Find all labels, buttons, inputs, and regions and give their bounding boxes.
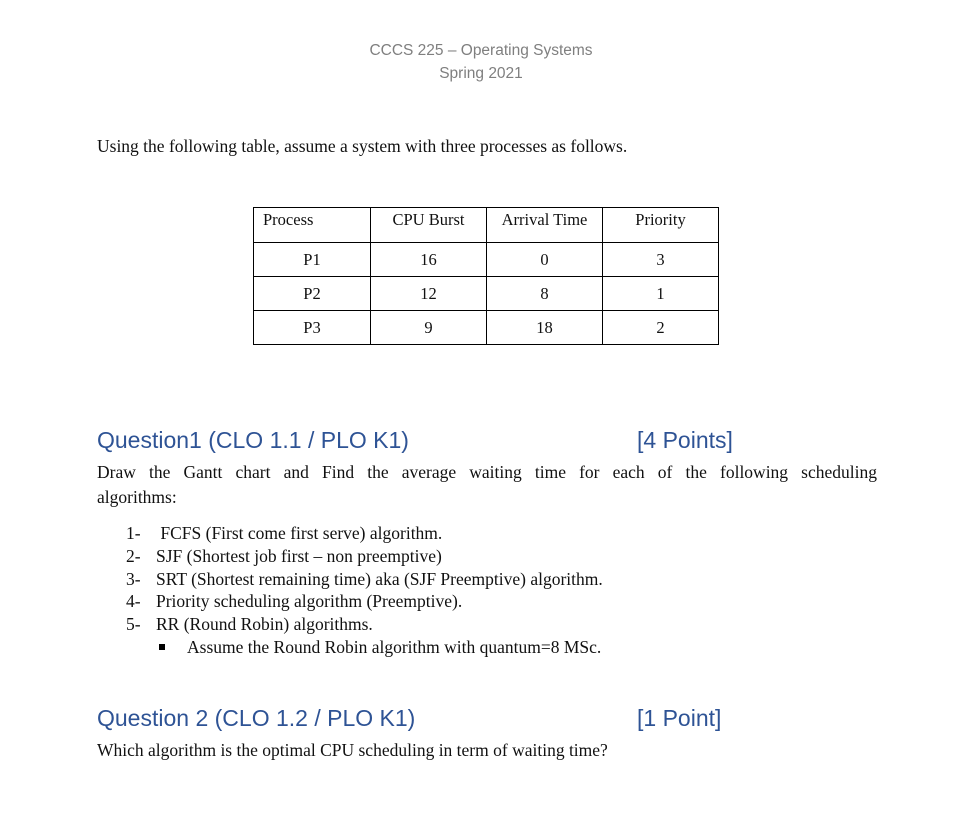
list-number: 4- [126,591,141,612]
table-cell: 0 [487,243,603,277]
list-text: RR (Round Robin) algorithms. [156,614,373,635]
table-cell: 12 [371,277,487,311]
table-cell: 1 [603,277,719,311]
table-row [254,243,719,277]
table-cell: 9 [371,311,487,345]
course-title: CCCS 225 – Operating Systems [369,42,593,59]
question1-text-line2: algorithms: [97,487,177,507]
table-header-cell: CPU Burst [371,208,487,243]
table-row [254,311,719,345]
question1-title: Question1 (CLO 1.1 / PLO K1) [97,427,409,453]
intro-text: Using the following table, assume a system with three processes as follows. [97,136,628,156]
list-number: 5- [126,614,141,635]
table-cell: 16 [371,243,487,277]
table-header-row [254,208,719,243]
table-cell: 8 [487,277,603,311]
question1-text-line1: Draw the Gantt chart and Find the average waiting time for each of the following scheduling [97,462,877,482]
table-cell: P3 [254,311,371,345]
table-cell: P2 [254,277,371,311]
list-number: 1- [126,523,141,543]
list-text: FCFS (First come first serve) algorithm. [156,523,443,543]
question1-points: [4 Points] [637,427,733,453]
table-header-cell: Process [254,208,371,243]
table-header-cell: Priority [603,208,719,243]
table-cell: 3 [603,243,719,277]
question1-text [97,460,877,510]
table-cell: 2 [603,311,719,345]
question2-points: [1 Point] [637,705,722,731]
process-table [253,207,719,345]
table-cell: P1 [254,243,371,277]
question2-title: Question 2 (CLO 1.2 / PLO K1) [97,705,416,731]
question2-text: Which algorithm is the optimal CPU scheduling in term of waiting time? [97,740,608,760]
table-cell: 18 [487,311,603,345]
list-text: SRT (Shortest remaining time) aka (SJF Preemptive) algorithm. [156,568,603,589]
list-number: 2- [126,545,141,566]
list-text: Priority scheduling algorithm (Preemptive). [156,591,463,612]
list-text: SJF (Shortest job first – non preemptive) [156,545,442,566]
list-number: 3- [126,568,141,589]
sub-list-text: Assume the Round Robin algorithm with quantum=8 MSc. [187,636,602,657]
term-label: Spring 2021 [439,65,523,82]
square-bullet-icon [159,644,165,650]
table-row [254,277,719,311]
table-header-cell: Arrival Time [487,208,603,243]
